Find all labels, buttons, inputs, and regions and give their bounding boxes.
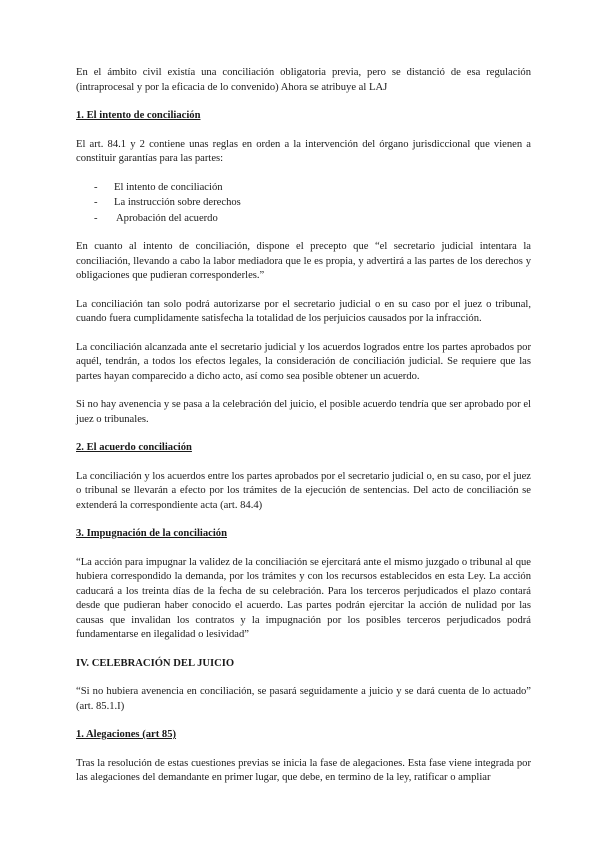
section-heading-intento-conciliacion: 1. El intento de conciliación	[76, 110, 201, 121]
paragraph: “Si no hubiera avenencia en conciliación, se pasará seguidamente a juicio y se dará cuenta de lo actuado” (art. 85.1.I)	[76, 686, 531, 712]
bullet-item: - El intento de conciliación	[76, 181, 531, 196]
intro-paragraph: En el ámbito civil existía una conciliación obligatoria previa, pero se distanció de esa regulación (intraprocesal y por la eficacia de lo convenido) Ahora se atribuye al LAJ	[76, 67, 531, 93]
paragraph: La conciliación alcanzada ante el secretario judicial y los acuerdos logrados entre los partes aprobados por aquél, tendrán, a todos los efectos legales, la consideración de conciliación judicial. Se requiere que las partes hayan comparecido a dicho acto, así como sea posible obtener un acuerdo.	[76, 341, 531, 382]
paragraph: La conciliación tan solo podrá autorizarse por el secretario judicial o en su caso por el juez o tribunal, cuando fuera cumplidamente satisfecha la totalidad de los perjuicios causados por la infracción.	[76, 298, 531, 324]
paragraph: El art. 84.1 y 2 contiene unas reglas en orden a la intervención del órgano jurisdiccional que vienen a constituir garantías para las partes:	[76, 138, 531, 164]
bullet-item: - Aprobación del acuerdo	[76, 212, 531, 227]
bullet-item: - La instrucción sobre derechos	[76, 196, 531, 211]
paragraph: En cuanto al intento de conciliación, dispone el precepto que “el secretario judicial intentara la conciliación, llevando a cabo la labor mediadora que le es propia, y advertirá a las partes de los derechos y obligaciones que pudieran corresponderles.”	[76, 241, 531, 281]
paragraph: “La acción para impugnar la validez de la conciliación se ejercitará ante el mismo juzgado o tribunal al que hubiera correspondido la demanda, por los trámites y con los recursos establecidos en esta Ley. La acción caducará a los treinta días de la fecha de su celebración. Para los terceros perjudicados el plazo contará desde que pudieran haber conocido el acuerdo. Las partes podrán ejercitar la acción de nulidad por las causas que invalidan los contratos y la impugnación por los posibles terceros perjudicados podrá fundamentarse en ilegalidad o lesividad”	[76, 556, 531, 640]
section-heading-impugnacion: 3. Impugnación de la conciliación	[76, 528, 227, 539]
section-heading-acuerdo-conciliacion: 2. El acuerdo conciliación	[76, 442, 192, 453]
paragraph: Si no hay avenencia y se pasa a la celebración del juicio, el posible acuerdo tendría que ser aprobado por el juez o tribunales.	[76, 399, 531, 425]
paragraph: La conciliación y los acuerdos entre los partes aprobados por el secretario judicial o, en su caso, por el juez o tribunal se llevarán a efecto por los trámites de la ejecución de sentencias. Del acto de conciliación se extenderá la correspondiente acta (art. 84.4)	[76, 470, 531, 511]
section-heading-celebracion-juicio: IV. CELEBRACIÓN DEL JUICIO	[76, 657, 235, 669]
bullet-list	[76, 181, 531, 227]
document-body	[76, 66, 531, 800]
section-heading-alegaciones: 1. Alegaciones (art 85)	[76, 729, 177, 740]
paragraph: Tras la resolución de estas cuestiones previas se inicia la fase de alegaciones. Esta fase viene integrada por las alegaciones del demandante en primer lugar, que debe, en termino de la ley, ratificar o ampliar	[76, 757, 531, 783]
